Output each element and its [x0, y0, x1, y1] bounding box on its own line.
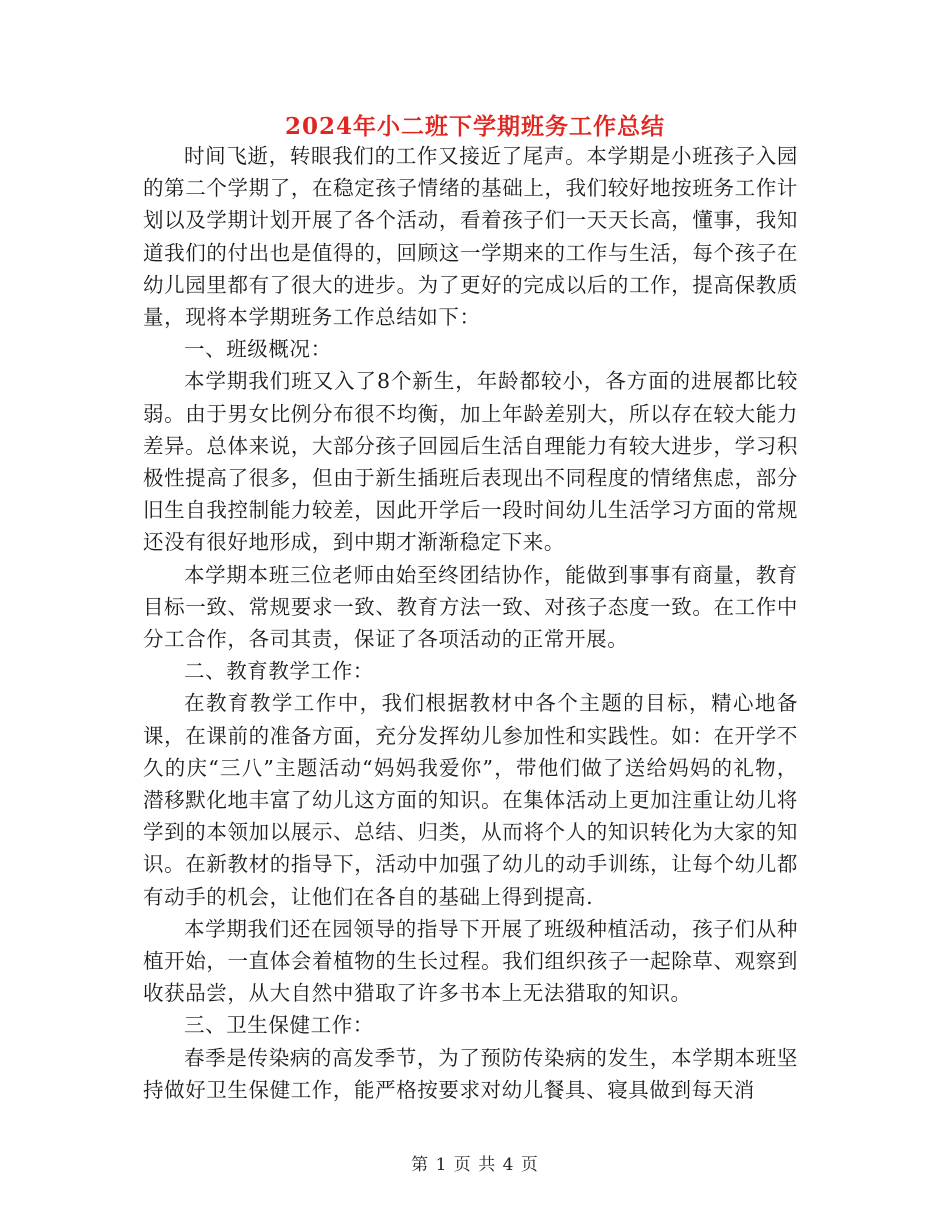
section-heading-health: 三、卫生保健工作： — [184, 1013, 374, 1038]
class-overview-paragraph: 本学期我们班又入了8个新生，年龄都较小，各方面的进展都比较弱。由于男女比例分布很不均衡，加上年龄差别大，所以存在较大能力差异。总体来说，大部分孩子回园后生活自理能力有较大进步，学习积极性提高了很多，但由于新生插班后表现出不同程度的情绪焦虑，部分旧生自我控制能力较差，因此开学后一段时间幼儿生活学习方面的常规还没有很好地形成，到中期才渐渐稳定下来。 — [143, 369, 798, 555]
planting-activity-paragraph: 本学期我们还在园领导的指导下开展了班级种植活动，孩子们从种植开始，一直体会着植物的生长过程。我们组织孩子一起除草、观察到收获品尝，从大自然中猎取了许多书本上无法猎取的知识。 — [143, 916, 798, 1006]
intro-paragraph: 时间飞逝，转眼我们的工作又接近了尾声。本学期是小班孩子入园的第二个学期了，在稳定孩子情绪的基础上，我们较好地按班务工作计划以及学期计划开展了各个活动，看着孩子们一天天长高，懂事，我知道我们的付出也是值得的，回顾这一学期来的工作与生活，每个孩子在幼儿园里都有了很大的进步。为了更好的完成以后的工作，提高保教质量，现将本学期班务工作总结如下： — [143, 144, 798, 330]
section-heading-teaching: 二、教育教学工作： — [184, 659, 374, 684]
document-title: 2024年小二班下学期班务工作总结 — [284, 113, 665, 140]
health-paragraph: 春季是传染病的高发季节，为了预防传染病的发生，本学期本班坚持做好卫生保健工作，能严格按要求对幼儿餐具、寝具做到每天消 — [143, 1045, 798, 1102]
teaching-paragraph: 在教育教学工作中，我们根据教材中各个主题的目标，精心地备课，在课前的准备方面，充分发挥幼儿参加性和实践性。如：在开学不久的庆“三八”主题活动“妈妈我爱你”，带他们做了送给妈妈的礼物，潜移默化地丰富了幼儿这方面的知识。在集体活动上更加注重让幼儿将学到的本领加以展示、总结、归类，从而将个人的知识转化为大家的知识。在新教材的指导下，活动中加强了幼儿的动手训练，让每个幼儿都有动手的机会，让他们在各自的基础上得到提高. — [143, 691, 798, 909]
section-heading-class-overview: 一、班级概况： — [184, 337, 332, 362]
page-number-footer: 第 1 页 共 4 页 — [411, 1155, 539, 1175]
document-body — [143, 140, 798, 1106]
teacher-collaboration-paragraph: 本学期本班三位老师由始至终团结协作，能做到事事有商量，教育目标一致、常规要求一致、教育方法一致、对孩子态度一致。在工作中分工合作，各司其责，保证了各项活动的正常开展。 — [143, 562, 798, 652]
